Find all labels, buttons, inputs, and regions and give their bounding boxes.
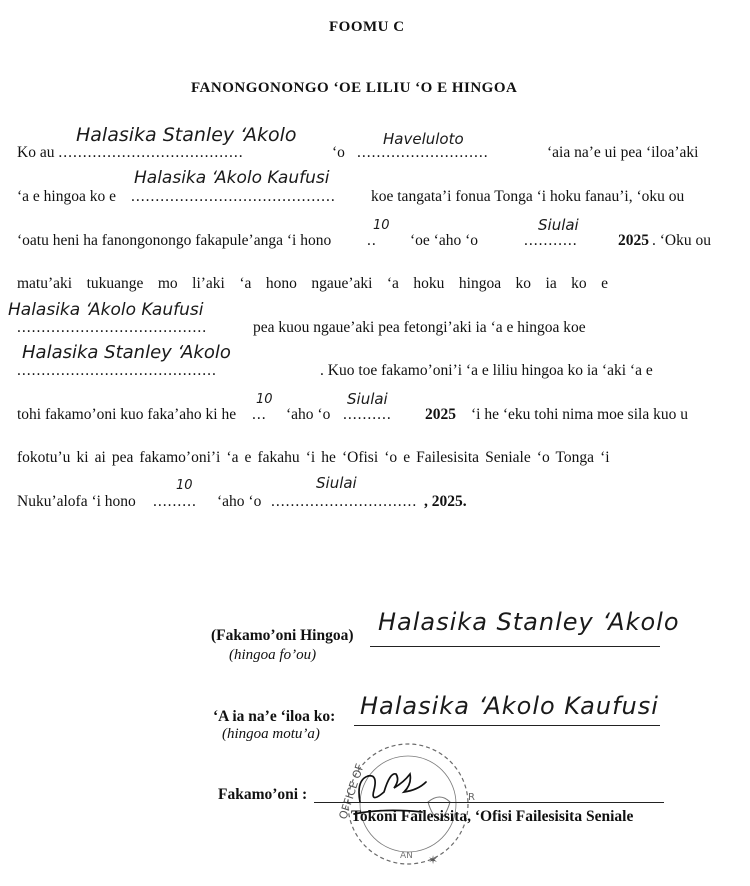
body-line-2b: koe tangata’i fonua Tonga ‘i hoku fanau’i, ‘oku ou [371,188,685,205]
witness-label: Fakamo’oni : [218,786,308,803]
body-line-4: matu’aki tukuange mo li’aki ‘a hono ngaue’aki ‘a hoku hingoa ko ia ko e [17,275,609,292]
body-line-2-dots: .......................................... [131,188,336,205]
body-line-3: ‘oatu heni ha fanongonongo fakapule’anga ‘i hono [17,232,332,249]
new-name-sublabel: (hingoa fo’ou) [229,647,317,663]
form-title: FOOMU C [329,19,405,35]
body-line-2: ‘a e hingoa ko e [17,188,116,205]
body-line-7-dots2: .......... [343,406,392,423]
handwritten-current-name: Halasika Stanley ‘Akolo [76,124,297,146]
document-title: FANONGONONGO ‘OE LILIU ‘O E HINGOA [191,80,518,96]
body-line-7: tohi fakamo’oni kuo faka’aho ki he [17,406,237,423]
body-line-1b: ‘o [332,144,345,161]
handwritten-month: Siulai [538,216,579,234]
body-line-6-dots: ......................................... [17,362,217,379]
handwritten-old-name-2: Halasika ‘Akolo Kaufusi [8,300,204,320]
witness-signature-line [314,802,664,803]
stamp-side-letter: R [468,792,475,803]
body-line-3-dots2: ........... [524,232,578,249]
body-line-1c: ‘aia na’e ui pea ‘iloa’aki [547,144,699,161]
handwritten-month-2: Siulai [347,390,388,408]
old-name-label: ‘A ia na’e ‘iloa ko: [213,708,336,725]
body-line-9-year: , 2025. [424,493,467,510]
handwritten-old-name: Halasika ‘Akolo Kaufusi [134,168,330,188]
body-line-7b: ‘aho ‘o [286,406,331,423]
stamp-star-icon: ✶ [428,853,439,867]
handwritten-day: 10 [373,218,390,233]
body-line-7d: ‘i he ‘eku tohi nima moe sila kuo u [471,406,688,423]
body-line-9b: ‘aho ‘o [217,493,262,510]
body-line-5-dots: ....................................... [17,319,208,336]
body-line-6b: . Kuo toe fakamo’oni’i ‘a e liliu hingoa ko ia ‘aki ‘a e [320,362,653,379]
stamp-bottom-text: AN [400,851,413,861]
body-line-9-dots1: ......... [153,493,197,510]
body-line-3-year: 2025 [618,232,649,249]
handwritten-day-2: 10 [256,392,273,407]
new-name-signature-label: (Fakamo’oni Hingoa) [211,627,354,644]
handwritten-new-name-signature: Halasika Stanley ‘Akolo [378,608,680,636]
body-line-5b: pea kuou ngaue’aki pea fetongi’aki ia ‘a e hingoa koe [253,319,586,336]
body-line-3d: . ‘Oku ou [652,232,711,249]
body-line-1-dots2: ........................... [357,144,489,161]
old-name-sublabel: (hingoa motu’a) [222,726,320,742]
handwritten-month-3: Siulai [316,474,357,492]
stamp-top-text: OFFICE OF [336,762,367,821]
handwritten-day-3: 10 [176,478,193,493]
witness-title: Tokoni Failesisita, ‘Ofisi Failesisita Seniale [351,808,634,825]
body-line-3-dots1: .. [367,232,377,249]
body-line-9-dots2: .............................. [271,493,418,510]
new-name-signature-line [370,646,660,647]
body-line-7-year: 2025 [425,406,456,423]
body-line-9: Nuku’alofa ‘i hono [17,493,136,510]
handwritten-old-name-signature: Halasika ‘Akolo Kaufusi [360,692,659,720]
body-line-8: fokotu’u ki ai pea fakamo’oni’i ‘a e fakahu ‘i he ‘Ofisi ‘o e Failesisita Seniale ‘o Tonga ‘i [17,449,610,466]
body-line-7-dots1: ... [252,406,267,423]
body-line-1: Ko au ...................................... [17,144,244,161]
handwritten-new-name: Halasika Stanley ‘Akolo [22,342,231,363]
body-line-3b: ‘oe ‘aho ‘o [410,232,478,249]
old-name-signature-line [354,725,660,726]
handwritten-place: Haveluloto [383,130,464,148]
